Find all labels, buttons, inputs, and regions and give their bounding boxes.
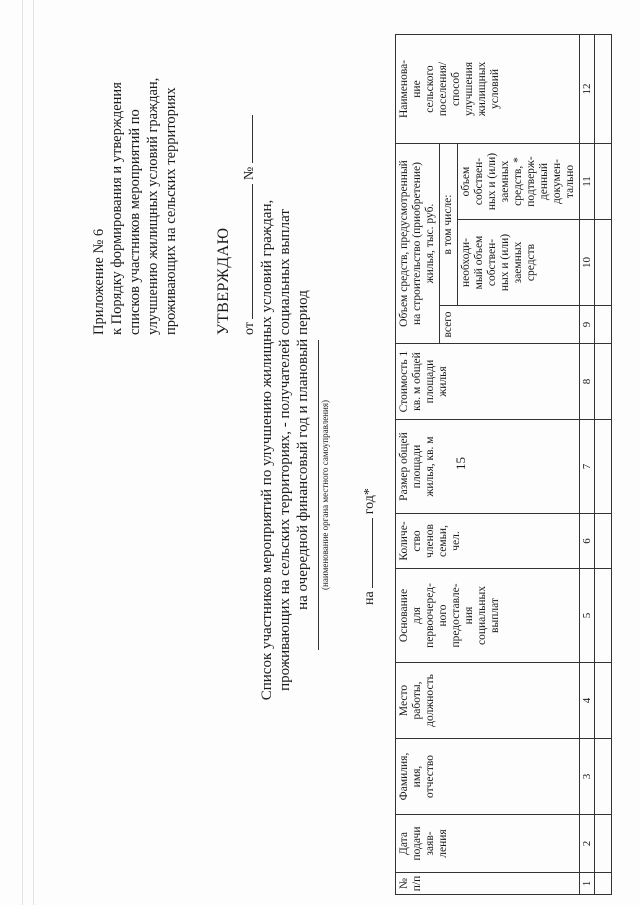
table-cell [595, 306, 612, 344]
table-cell [595, 35, 612, 144]
header-cell: объем собствен- ных и (или) заемных средств, * подтверж- денный докумен- тально [458, 144, 580, 220]
header-cell: Размер общей площади жилья, кв. м [396, 420, 580, 514]
year-prefix: на [362, 591, 377, 605]
approval-from-label: от [242, 322, 257, 335]
approval-number-label: № [242, 166, 257, 181]
column-number-row [580, 35, 595, 895]
title-line: Список участников мероприятий по улучшению жилищных условий граждан, [259, 199, 275, 701]
year-blank [360, 518, 373, 588]
title-line: на очередной финансовый год и плановый период [295, 290, 311, 610]
header-cell: № п/п [396, 873, 580, 895]
appendix-line: улучшению жилищных условий граждан, [145, 77, 161, 335]
appendix-line: списков участников мероприятий по [127, 109, 143, 335]
appendix-line: проживающих на сельских территориях [163, 87, 179, 335]
table-cell [595, 663, 612, 739]
header-cell: Количе- ство членов семьи, чел. [396, 514, 580, 569]
header-cell: всего [440, 306, 580, 344]
column-number: 12 [580, 35, 595, 144]
header-cell: Дата подачи заяв- ления [396, 815, 580, 873]
page-number: 15 [453, 457, 468, 470]
column-number: 9 [580, 306, 595, 344]
table-row [595, 35, 612, 895]
column-number: 1 [580, 873, 595, 895]
column-number: 7 [580, 420, 595, 514]
header-cell: необходи- мый объем собствен- ных и (или) заемных средств [458, 220, 580, 306]
header-subgroup-cell: в том числе: [440, 144, 458, 306]
approval-date-blank [240, 184, 253, 319]
table-cell [595, 569, 612, 663]
table-header-row [396, 35, 440, 895]
column-number: 8 [580, 344, 595, 420]
header-cell: Фамилия, имя, отчество [396, 739, 580, 815]
column-number: 11 [580, 144, 595, 220]
year-line [360, 488, 378, 605]
header-cell: Основание для первоочеред- ного предоставле- ния социальных выплат [396, 569, 580, 663]
column-number: 6 [580, 514, 595, 569]
table-cell [595, 514, 612, 569]
column-number: 3 [580, 739, 595, 815]
column-number: 10 [580, 220, 595, 306]
appendix-line: Приложение № 6 [91, 228, 107, 335]
organ-name-caption: (наименование органа местного самоуправления) [318, 340, 330, 650]
table-cell [595, 815, 612, 873]
document-title [258, 170, 312, 730]
approval-date-number-line [240, 115, 258, 335]
appendix-block [90, 78, 180, 335]
appendix-line: к Порядку формирования и утверждения [109, 82, 125, 335]
header-cell: Место работы, должность [396, 663, 580, 739]
table-cell [595, 420, 612, 514]
participants-table [395, 34, 612, 895]
approval-number-blank [240, 115, 253, 163]
table-cell [595, 873, 612, 895]
header-cell: Наименова- ние сельского поселения/ способ улучшения жилищных условий [396, 35, 580, 144]
header-cell: Стоимость 1 кв. м общей площади жилья [396, 344, 580, 420]
year-suffix: год* [362, 488, 377, 515]
column-number: 4 [580, 663, 595, 739]
table-cell [595, 739, 612, 815]
table-cell [595, 344, 612, 420]
column-number: 2 [580, 815, 595, 873]
column-number: 5 [580, 569, 595, 663]
table-cell [595, 220, 612, 306]
approval-heading: УТВЕРЖДАЮ [215, 227, 232, 335]
title-line: проживающих на сельских территориях, - получателей социальных выплат [277, 209, 293, 691]
header-group-cell: Объем средств, предусмотренный на строительство (приобретение) жилья, тыс. руб. [396, 144, 440, 344]
table-cell [595, 144, 612, 220]
